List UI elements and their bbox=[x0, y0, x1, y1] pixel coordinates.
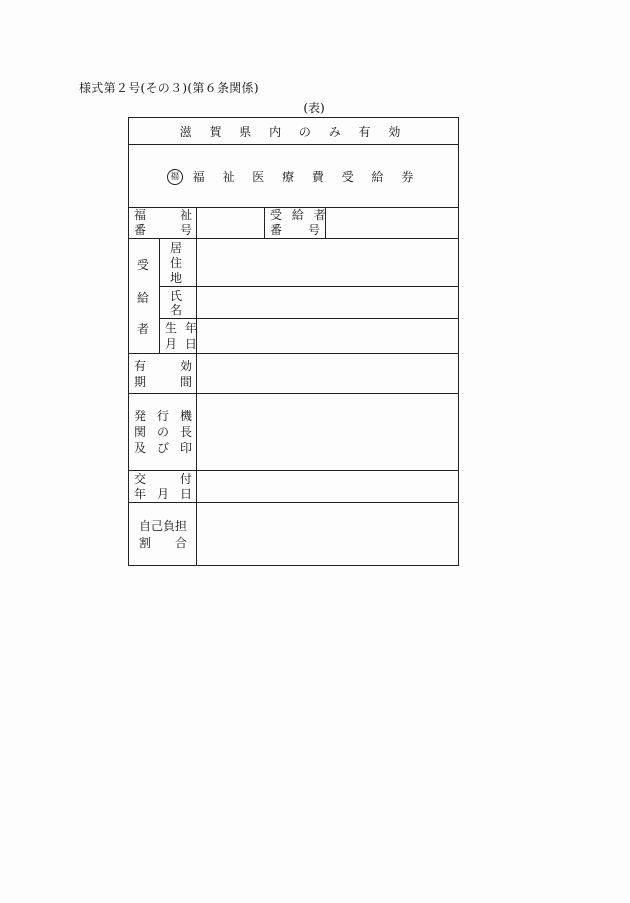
issuer-label: 関 の 長 bbox=[134, 425, 192, 439]
copay-label: 自己負担 bbox=[139, 519, 188, 533]
welfare-number-label: 番 号 bbox=[134, 223, 192, 237]
recipient-number-label: 受 給 者 bbox=[270, 208, 329, 222]
recipient-group-label: 者 bbox=[137, 322, 150, 336]
welfare-number-label: 福 祉 bbox=[134, 208, 192, 222]
validity-period-label: 有 効 bbox=[134, 359, 192, 373]
recipient-group-label: 給 bbox=[137, 291, 150, 305]
divider bbox=[159, 238, 160, 353]
issue-date-label: 交 付 bbox=[134, 472, 192, 486]
residence-label: 居 bbox=[170, 241, 183, 255]
validity-region: 滋 賀 県 内 の み 有 効 bbox=[179, 125, 408, 139]
issuer-label: 及 び 印 bbox=[134, 441, 192, 455]
divider bbox=[264, 207, 265, 238]
residence-label: 地 bbox=[170, 271, 183, 285]
divider bbox=[128, 353, 459, 354]
divider bbox=[128, 502, 459, 503]
validity-period-label: 期 間 bbox=[134, 375, 192, 389]
form-number: 様式第２号(その３)(第６条関係) bbox=[79, 81, 259, 95]
certificate-title: 福 福 祉 医 療 費 受 給 券 bbox=[128, 168, 459, 186]
divider bbox=[128, 393, 459, 394]
divider bbox=[128, 144, 459, 145]
divider bbox=[196, 207, 197, 566]
recipient-group-label: 受 bbox=[137, 258, 150, 272]
issuer-label: 発 行 機 bbox=[134, 409, 192, 423]
birth-date-label: 月 日 bbox=[165, 337, 199, 351]
divider bbox=[128, 238, 459, 239]
divider bbox=[159, 318, 459, 319]
birth-date-label: 生 年 bbox=[165, 321, 199, 335]
issue-date-label: 年 月 日 bbox=[134, 487, 192, 501]
name-label: 氏 bbox=[170, 289, 183, 303]
side-label: (表) bbox=[303, 101, 325, 115]
copay-label: 割 合 bbox=[139, 536, 187, 550]
recipient-number-label: 番 号 bbox=[270, 223, 320, 237]
divider bbox=[159, 286, 459, 287]
name-label: 名 bbox=[170, 303, 183, 317]
residence-label: 住 bbox=[170, 256, 183, 270]
welfare-stamp-icon: 福 bbox=[167, 169, 183, 185]
